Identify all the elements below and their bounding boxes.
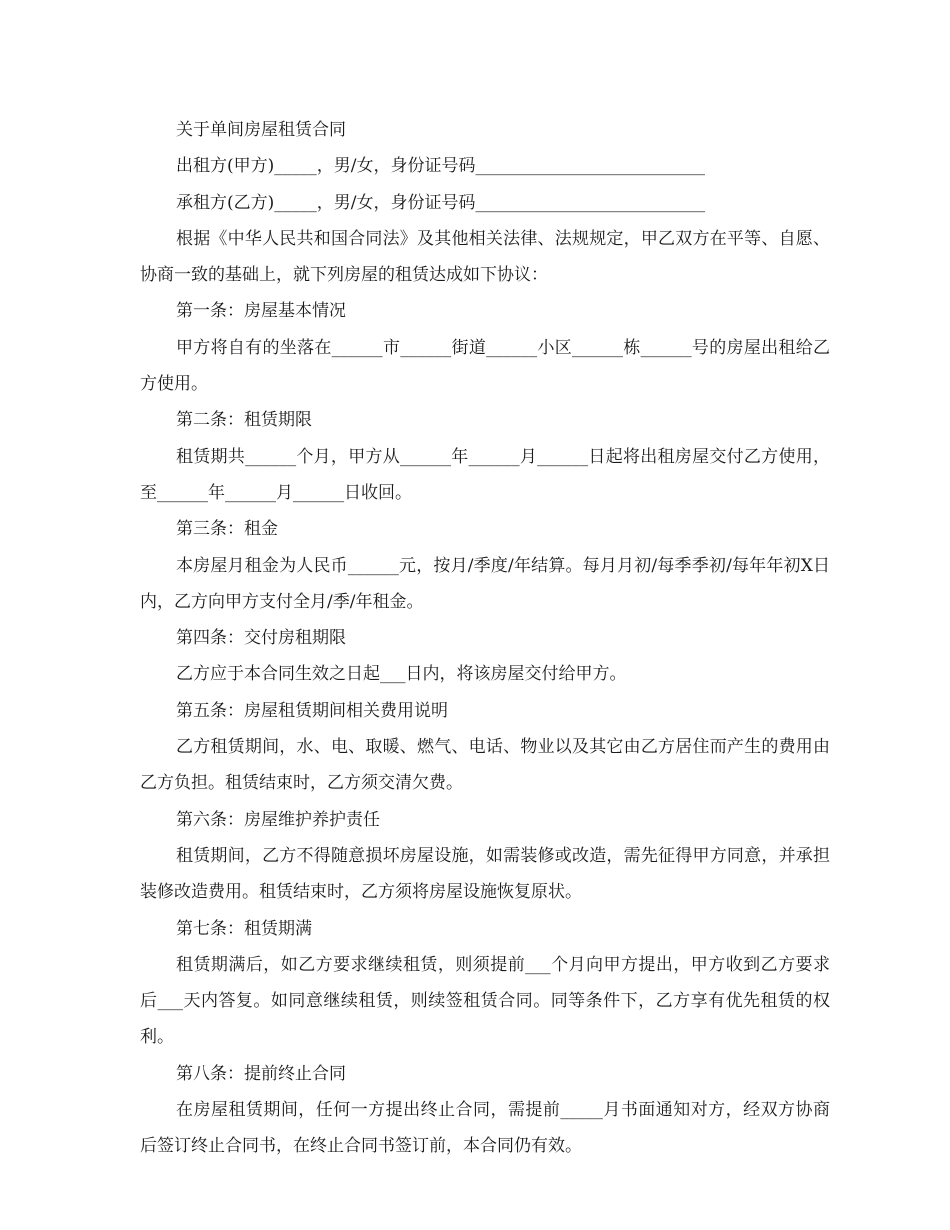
clause-heading: 第二条：租赁期限 [176, 410, 312, 431]
clause-heading: 第六条：房屋维护养护责任 [176, 809, 380, 830]
preamble-paragraph: 根据《中华人民共和国合同法》及其他相关法律、法规规定，甲乙双方在平等、自愿、协商一致的基础上，就下列房屋的租赁达成如下协议： [140, 228, 830, 286]
clause-body: 租赁期满后，如乙方要求继续租赁，则须提前___个月向甲方提出，甲方收到乙方要求后___天内答复。如同意继续租赁，则续签租赁合同。同等条件下，乙方享有优先租赁的权利。 [140, 954, 830, 1048]
clause-body: 乙方应于本合同生效之日起___日内，将该房屋交付给甲方。 [176, 664, 627, 685]
clause-heading: 第四条：交付房租期限 [176, 628, 346, 649]
clause-body: 甲方将自有的坐落在______市______街道______小区______栋______号的房屋出租给乙方使用。 [140, 337, 830, 395]
clause-body: 本房屋月租金为人民币______元，按月/季度/年结算。每月月初/每季季初/每年年初X日内，乙方向甲方支付全月/季/年租金。 [140, 555, 830, 612]
lessor-line: 出租方(甲方)_____，男/女，身份证号码___________________________ [176, 156, 705, 177]
clause-body: 在房屋租赁期间，任何一方提出终止合同，需提前_____月书面通知对方，经双方协商后签订终止合同书，在终止合同书签订前，本合同仍有效。 [140, 1100, 830, 1157]
lessee-line: 承租方(乙方)_____，男/女，身份证号码___________________________ [176, 192, 705, 213]
clause-heading: 第一条：房屋基本情况 [176, 301, 346, 322]
document-title: 关于单间房屋租赁合同 [176, 120, 346, 140]
clause-body: 租赁期间，乙方不得随意损坏房屋设施，如需装修或改造，需先征得甲方同意，并承担装修改造费用。租赁结束时，乙方须将房屋设施恢复原状。 [140, 845, 830, 903]
clause-heading: 第五条：房屋租赁期间相关费用说明 [176, 700, 448, 721]
clause-body: 租赁期共______个月，甲方从______年______月______日起将出租房屋交付乙方使用，至______年______月______日收回。 [140, 446, 830, 503]
document-body [140, 112, 830, 1165]
clause-heading: 第八条：提前终止合同 [176, 1063, 346, 1084]
clause-body: 乙方租赁期间，水、电、取暖、燃气、电话、物业以及其它由乙方居住而产生的费用由乙方负担。租赁结束时，乙方须交清欠费。 [140, 737, 830, 794]
clause-heading: 第七条：租赁期满 [176, 918, 312, 939]
clause-heading: 第三条：租金 [176, 519, 278, 540]
